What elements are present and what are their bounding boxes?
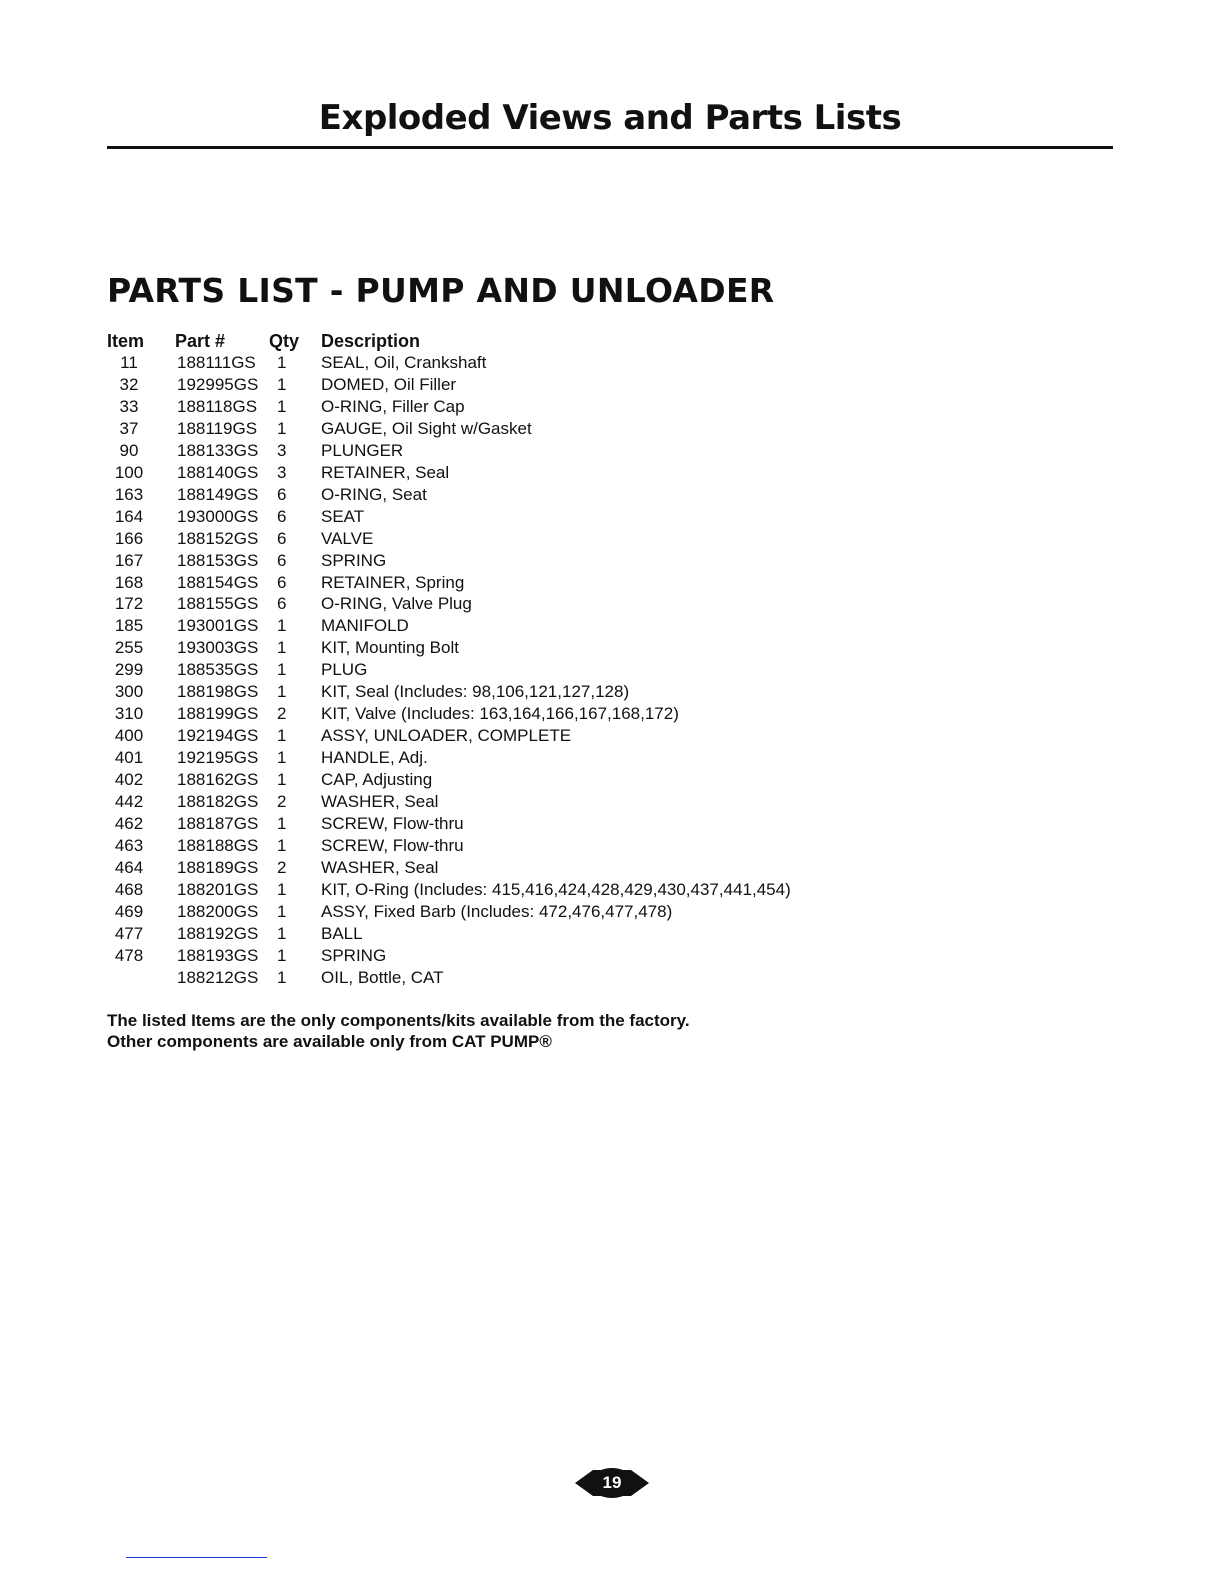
cell-part-number: 192195GS: [177, 748, 259, 768]
table-row: [107, 550, 791, 572]
cell-description: O-RING, Valve Plug: [321, 594, 472, 614]
cell-part-number: 188119GS: [177, 418, 258, 438]
cell-item: 37: [119, 418, 139, 438]
cell-part-number: 193001GS: [177, 616, 259, 636]
table-row: [107, 637, 791, 659]
cell-part-number: 188212GS: [177, 967, 259, 987]
cell-part-number: 188188GS: [177, 835, 259, 855]
cell-qty: 6: [277, 528, 287, 548]
table-row: [107, 593, 791, 615]
cell-description: VALVE: [321, 528, 374, 548]
table-row: [107, 352, 791, 374]
parts-table-body: [107, 352, 791, 989]
cell-qty: 1: [277, 374, 287, 394]
cell-item: 168: [114, 572, 144, 592]
cell-part-number: 188198GS: [177, 682, 259, 702]
cell-part-number: 188200GS: [177, 901, 259, 921]
cell-description: SEAT: [321, 506, 365, 526]
column-header-part: Part #: [175, 331, 226, 351]
cell-qty: 1: [277, 945, 287, 965]
table-row: [107, 374, 791, 396]
cell-description: SCREW, Flow-thru: [321, 835, 464, 855]
bottom-rule: [126, 1557, 267, 1558]
cell-item: 255: [114, 638, 144, 658]
cell-item: 401: [114, 748, 144, 768]
table-row: [107, 681, 791, 703]
cell-description: PLUNGER: [321, 440, 404, 460]
cell-description: HANDLE, Adj.: [321, 748, 428, 768]
cell-description: ASSY, Fixed Barb (Includes: 472,476,477,478): [321, 901, 673, 921]
cell-part-number: 188193GS: [177, 945, 259, 965]
cell-item: 166: [114, 528, 144, 548]
table-row: [107, 967, 791, 989]
cell-part-number: 192194GS: [177, 726, 259, 746]
cell-qty: 1: [277, 660, 287, 680]
cell-qty: 1: [277, 748, 287, 768]
cell-item: [107, 967, 175, 989]
cell-description: SPRING: [321, 945, 387, 965]
table-row: [107, 572, 791, 594]
table-row: [107, 923, 791, 945]
table-row: [107, 396, 791, 418]
table-row: [107, 813, 791, 835]
cell-item: 468: [114, 879, 144, 899]
cell-qty: 1: [277, 770, 287, 790]
cell-qty: 1: [277, 616, 287, 636]
cell-qty: 1: [277, 396, 287, 416]
cell-qty: 1: [277, 814, 287, 834]
table-row: [107, 440, 791, 462]
cell-part-number: 188187GS: [177, 814, 259, 834]
cell-description: SEAL, Oil, Crankshaft: [321, 353, 487, 372]
cell-item: 477: [114, 923, 144, 943]
cell-item: 442: [114, 792, 144, 812]
table-row: [107, 747, 791, 769]
cell-qty: 1: [277, 353, 287, 372]
page-number: 19: [602, 1473, 622, 1492]
table-row: [107, 462, 791, 484]
table-row: [107, 857, 791, 879]
cell-part-number: 188152GS: [177, 528, 259, 548]
cell-part-number: 188133GS: [177, 440, 259, 460]
parts-table: [107, 328, 791, 989]
cell-item: 163: [114, 484, 144, 504]
cell-part-number: 188111GS: [177, 353, 256, 372]
cell-qty: 1: [277, 879, 287, 899]
cell-part-number: 193003GS: [177, 638, 259, 658]
cell-part-number: 188118GS: [177, 396, 258, 416]
column-header-description: Description: [321, 331, 421, 351]
section-title: PARTS LIST - PUMP AND UNLOADER: [107, 271, 775, 310]
cell-item: 11: [120, 353, 138, 372]
cell-description: DOMED, Oil Filler: [321, 374, 457, 394]
cell-part-number: 188182GS: [177, 792, 259, 812]
cell-part-number: 193000GS: [177, 506, 259, 526]
cell-qty: 1: [277, 726, 287, 746]
table-header-row: [107, 328, 791, 352]
cell-qty: 1: [277, 923, 287, 943]
cell-description: RETAINER, Spring: [321, 572, 465, 592]
cell-qty: 1: [277, 418, 287, 438]
cell-description: SPRING: [321, 550, 387, 570]
cell-item: 90: [119, 440, 139, 460]
cell-item: 33: [119, 396, 139, 416]
cell-part-number: 188535GS: [177, 660, 259, 680]
table-row: [107, 945, 791, 967]
page-header: [107, 96, 1113, 149]
table-row: [107, 879, 791, 901]
page-number-badge: [575, 1466, 649, 1500]
cell-qty: 6: [277, 594, 287, 614]
cell-qty: 1: [277, 638, 287, 658]
cell-qty: 1: [277, 967, 287, 987]
cell-description: MANIFOLD: [321, 616, 409, 636]
cell-description: KIT, Valve (Includes: 163,164,166,167,168,172): [321, 704, 679, 724]
cell-item: 300: [114, 682, 144, 702]
table-row: [107, 835, 791, 857]
cell-qty: 1: [277, 835, 287, 855]
table-row: [107, 659, 791, 681]
cell-part-number: 188140GS: [177, 462, 259, 482]
cell-item: 185: [114, 616, 144, 636]
table-row: [107, 528, 791, 550]
cell-description: O-RING, Seat: [321, 484, 427, 504]
cell-description: ASSY, UNLOADER, COMPLETE: [321, 726, 572, 746]
column-header-item: Item: [107, 331, 145, 351]
cell-qty: 6: [277, 550, 287, 570]
table-row: [107, 725, 791, 747]
cell-description: WASHER, Seal: [321, 857, 439, 877]
cell-qty: 3: [277, 440, 287, 460]
cell-item: 402: [114, 770, 144, 790]
footnote-line-2: Other components are available only from CAT PUMP®: [107, 1032, 552, 1051]
cell-description: WASHER, Seal: [321, 792, 439, 812]
table-row: [107, 484, 791, 506]
cell-part-number: 188162GS: [177, 770, 259, 790]
cell-part-number: 188155GS: [177, 594, 259, 614]
cell-item: 32: [119, 374, 139, 394]
footnote: [107, 1010, 690, 1052]
cell-item: 100: [114, 462, 144, 482]
table-row: [107, 769, 791, 791]
cell-description: CAP, Adjusting: [321, 770, 433, 790]
cell-part-number: 188154GS: [177, 572, 259, 592]
cell-description: GAUGE, Oil Sight w/Gasket: [321, 418, 532, 438]
cell-qty: 6: [277, 484, 287, 504]
cell-qty: 3: [277, 462, 287, 482]
footnote-line-1: The listed Items are the only components/kits available from the factory.: [107, 1011, 690, 1030]
cell-qty: 1: [277, 901, 287, 921]
cell-part-number: 188189GS: [177, 857, 259, 877]
cell-qty: 6: [277, 506, 287, 526]
cell-item: 400: [114, 726, 144, 746]
table-row: [107, 901, 791, 923]
column-header-qty: Qty: [269, 331, 300, 351]
cell-item: 172: [114, 594, 144, 614]
cell-part-number: 188192GS: [177, 923, 259, 943]
cell-item: 464: [114, 857, 144, 877]
cell-item: 310: [114, 704, 144, 724]
cell-item: 478: [114, 945, 144, 965]
cell-qty: 2: [277, 792, 287, 812]
cell-item: 463: [114, 835, 144, 855]
cell-description: RETAINER, Seal: [321, 462, 450, 482]
cell-part-number: 192995GS: [177, 374, 259, 394]
cell-item: 469: [114, 901, 144, 921]
cell-item: 299: [114, 660, 144, 680]
cell-part-number: 188149GS: [177, 484, 259, 504]
cell-description: OIL, Bottle, CAT: [321, 967, 444, 987]
cell-description: BALL: [321, 923, 363, 943]
table-row: [107, 506, 791, 528]
cell-part-number: 188153GS: [177, 550, 259, 570]
cell-qty: 2: [277, 704, 287, 724]
cell-item: 167: [114, 550, 144, 570]
cell-part-number: 188199GS: [177, 704, 259, 724]
cell-qty: 2: [277, 857, 287, 877]
page-title: Exploded Views and Parts Lists: [318, 98, 902, 138]
cell-item: 164: [114, 506, 144, 526]
table-row: [107, 703, 791, 725]
cell-item: 462: [114, 814, 144, 834]
cell-qty: 6: [277, 572, 287, 592]
cell-description: O-RING, Filler Cap: [321, 396, 465, 416]
table-row: [107, 791, 791, 813]
cell-description: SCREW, Flow-thru: [321, 814, 464, 834]
cell-description: KIT, O-Ring (Includes: 415,416,424,428,429,430,437,441,454): [321, 879, 791, 899]
table-row: [107, 615, 791, 637]
cell-description: KIT, Seal (Includes: 98,106,121,127,128): [321, 682, 630, 702]
cell-qty: 1: [277, 682, 287, 702]
cell-part-number: 188201GS: [177, 879, 259, 899]
cell-description: KIT, Mounting Bolt: [321, 638, 459, 658]
cell-description: PLUG: [321, 660, 368, 680]
table-row: [107, 418, 791, 440]
